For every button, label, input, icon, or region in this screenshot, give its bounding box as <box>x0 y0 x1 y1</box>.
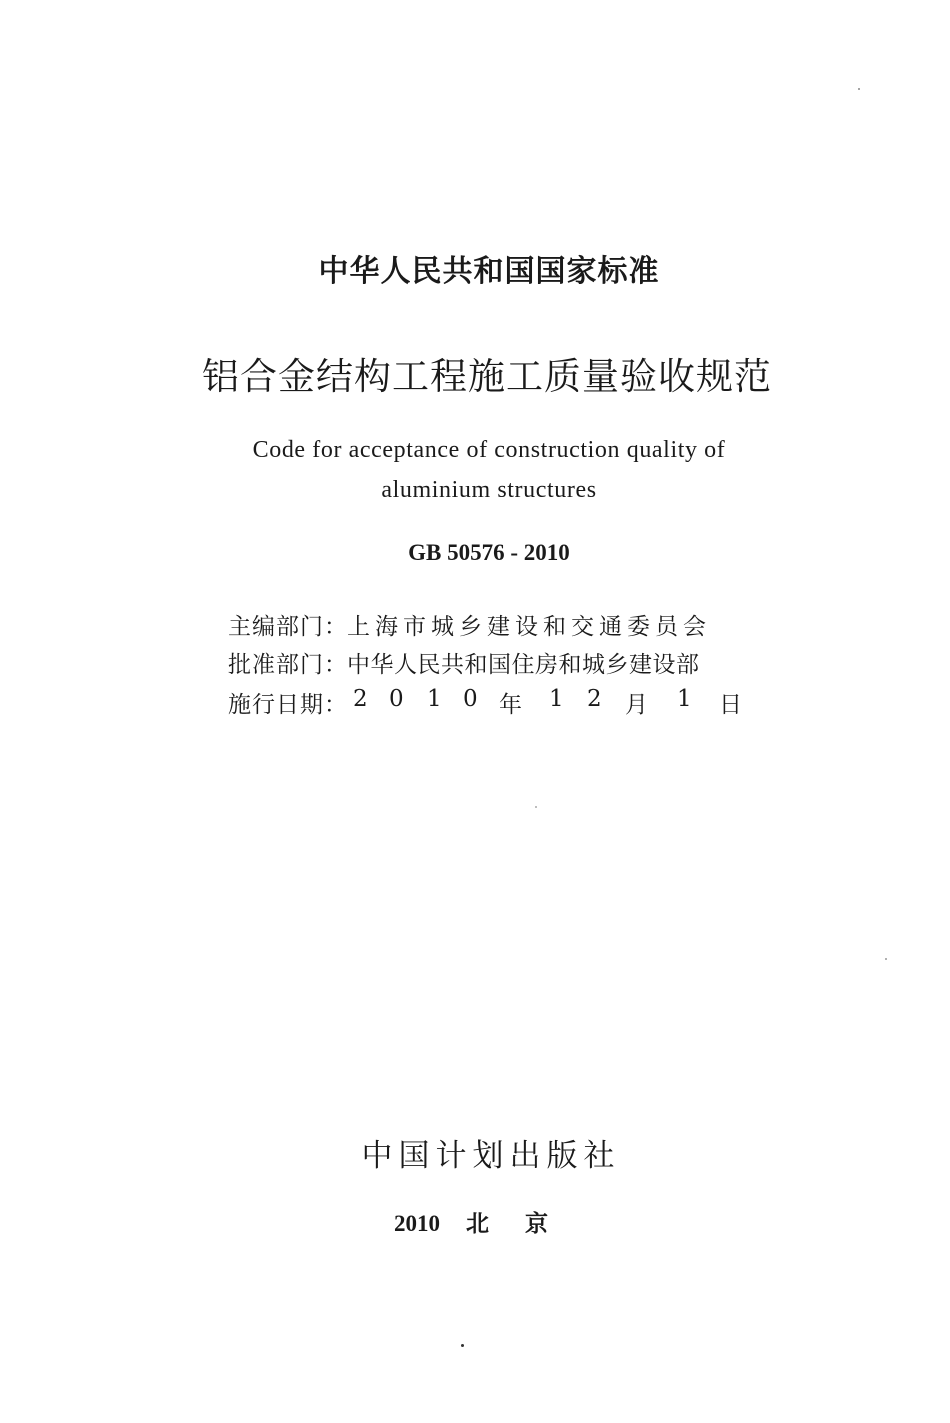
publisher: 中国计划出版社 <box>361 1138 621 1174</box>
date-digit: 2 <box>353 686 368 712</box>
date-digit: 0 <box>463 686 478 712</box>
date-digit: 1 <box>677 686 692 712</box>
date-year-unit: 年 <box>499 692 522 718</box>
title-english <box>14 430 950 510</box>
chief-editor-value: 上海市城乡建设和交通委员会 <box>347 614 711 640</box>
date-digit: 0 <box>389 686 404 712</box>
effective-date-value <box>347 686 747 716</box>
date-month-unit: 月 <box>625 692 648 718</box>
date-digit: 2 <box>587 686 602 712</box>
date-digit: 1 <box>549 686 564 712</box>
approval-label: 批准部门 <box>228 652 324 678</box>
effective-date-separator: ： <box>324 692 347 718</box>
effective-date-row <box>228 686 788 719</box>
date-day-unit: 日 <box>719 692 742 718</box>
scan-speck <box>885 958 887 960</box>
title-english-line-1: Code for acceptance of construction quality of <box>252 437 726 463</box>
scan-speck <box>461 1344 464 1347</box>
scan-speck <box>858 88 860 90</box>
chief-editor-separator: ： <box>324 614 347 640</box>
approval-row <box>228 646 788 679</box>
title-chinese: 铝合金结构工程施工质量验收规范 <box>202 355 772 398</box>
approval-value: 中华人民共和国住房和城乡建设部 <box>347 652 700 678</box>
publish-city: 北京 <box>466 1211 584 1237</box>
chief-editor-row <box>228 608 788 641</box>
date-digit: 1 <box>427 686 442 712</box>
scan-speck <box>535 806 537 808</box>
publication-place <box>14 1205 950 1238</box>
standard-code: GB 50576 - 2010 <box>408 540 570 565</box>
national-standard-heading: 中华人民共和国国家标准 <box>318 254 660 289</box>
effective-date-label: 施行日期 <box>228 692 324 718</box>
publish-year: 2010 <box>394 1211 440 1236</box>
approval-separator: ： <box>324 652 347 678</box>
chief-editor-label: 主编部门 <box>228 614 324 640</box>
title-english-line-2: aluminium structures <box>381 477 597 503</box>
